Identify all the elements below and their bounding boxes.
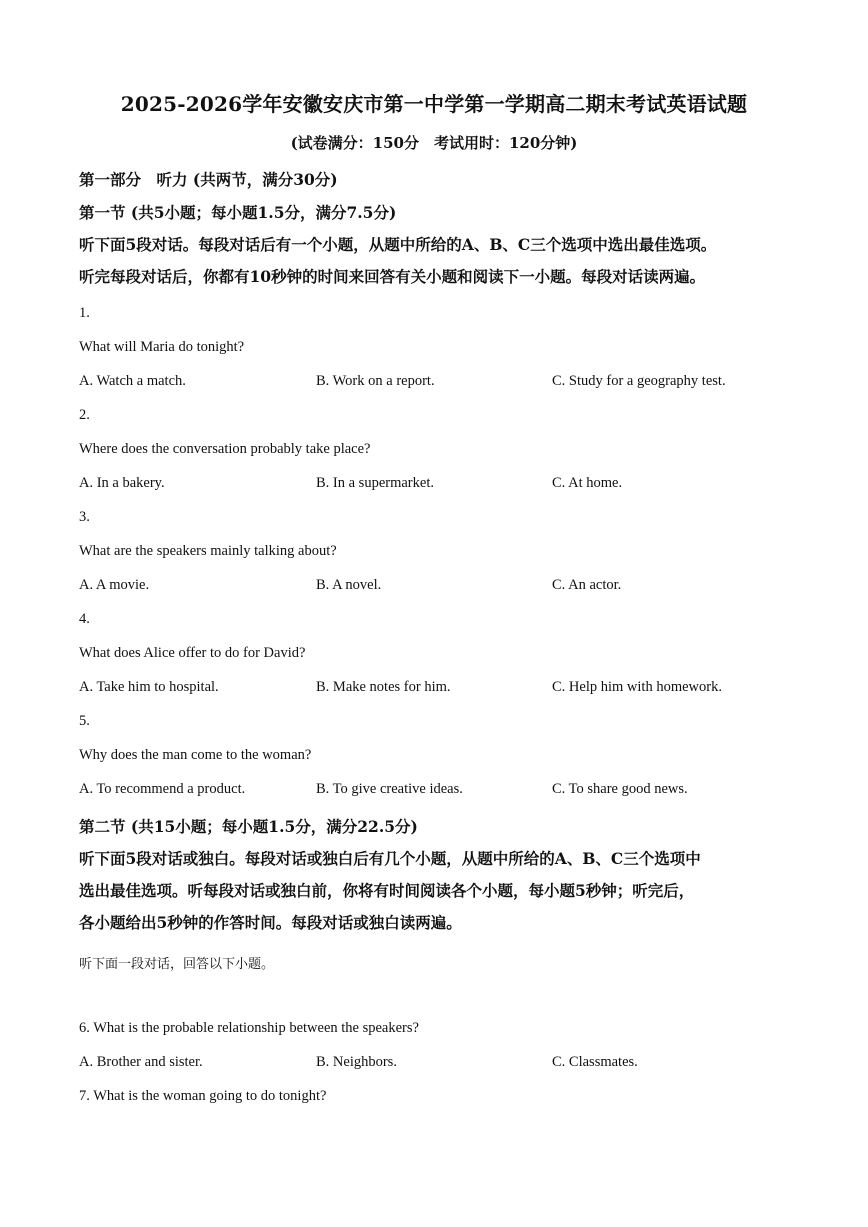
question-stem: What will Maria do tonight? — [79, 339, 245, 355]
option-b: B. Neighbors. — [316, 1054, 397, 1070]
section2-heading: 第二节 (共15小题；每小题1.5分，满分22.5分) — [79, 817, 418, 836]
question-stem: Why does the man come to the woman? — [79, 747, 312, 763]
instruction-line: 听下面5段对话。每段对话后有一个小题，从题中所给的A、B、C三个选项中选出最佳选项。 — [79, 235, 717, 254]
instruction-line: 选出最佳选项。听每段对话或独白前，你将有时间阅读各个小题，每小题5秒钟；听完后， — [79, 881, 695, 900]
option-c: C. Classmates. — [552, 1054, 638, 1070]
question-number: 3. — [79, 509, 90, 525]
question-number: 5. — [79, 713, 90, 729]
question-stem: 7. What is the woman going to do tonight? — [79, 1088, 327, 1104]
page-title: 2025-2026学年安徽安庆市第一中学第一学期高二期末考试英语试题 — [120, 92, 748, 116]
question-stem: What does Alice offer to do for David? — [79, 645, 306, 661]
part1-heading: 第一部分 听力 (共两节，满分30分) — [79, 170, 338, 189]
section2-instructions — [79, 843, 795, 939]
question-number: 2. — [79, 407, 90, 423]
question-stem: What are the speakers mainly talking about? — [79, 543, 337, 559]
section1-instructions — [79, 229, 795, 293]
option-a: A. Brother and sister. — [79, 1054, 203, 1070]
option-a: A. In a bakery. — [79, 475, 165, 491]
option-b: B. In a supermarket. — [316, 475, 434, 491]
instruction-line: 听完每段对话后，你都有10秒钟的时间来回答有关小题和阅读下一小题。每段对话读两遍。 — [79, 267, 706, 286]
option-a: A. A movie. — [79, 577, 150, 593]
instruction-line: 听下面5段对话或独白。每段对话或独白后有几个小题，从题中所给的A、B、C三个选项中 — [79, 849, 701, 868]
option-b: B. Work on a report. — [316, 373, 435, 389]
instruction-line: 各小题给出5秒钟的作答时间。每段对话或独白读两遍。 — [79, 913, 462, 932]
question-number: 1. — [79, 305, 90, 321]
section1-heading: 第一节 (共5小题；每小题1.5分，满分7.5分) — [79, 203, 397, 222]
question-number: 4. — [79, 611, 90, 627]
option-c: C. To share good news. — [552, 781, 688, 797]
option-c: C. At home. — [552, 475, 623, 491]
exam-info: (试卷满分：150分 考试用时：120分钟) — [290, 134, 578, 152]
option-b: B. A novel. — [316, 577, 382, 593]
option-a: A. Watch a match. — [79, 373, 186, 389]
option-b: B. To give creative ideas. — [316, 781, 463, 797]
option-a: A. Take him to hospital. — [79, 679, 219, 695]
dialogue-intro: 听下面一段对话，回答以下小题。 — [79, 957, 275, 972]
question-stem: Where does the conversation probably take place? — [79, 441, 371, 457]
question-stem: 6. What is the probable relationship between the speakers? — [79, 1020, 419, 1036]
option-b: B. Make notes for him. — [316, 679, 451, 695]
option-c: C. Help him with homework. — [552, 679, 722, 695]
option-a: A. To recommend a product. — [79, 781, 246, 797]
option-c: C. An actor. — [552, 577, 622, 593]
option-c: C. Study for a geography test. — [552, 373, 726, 389]
